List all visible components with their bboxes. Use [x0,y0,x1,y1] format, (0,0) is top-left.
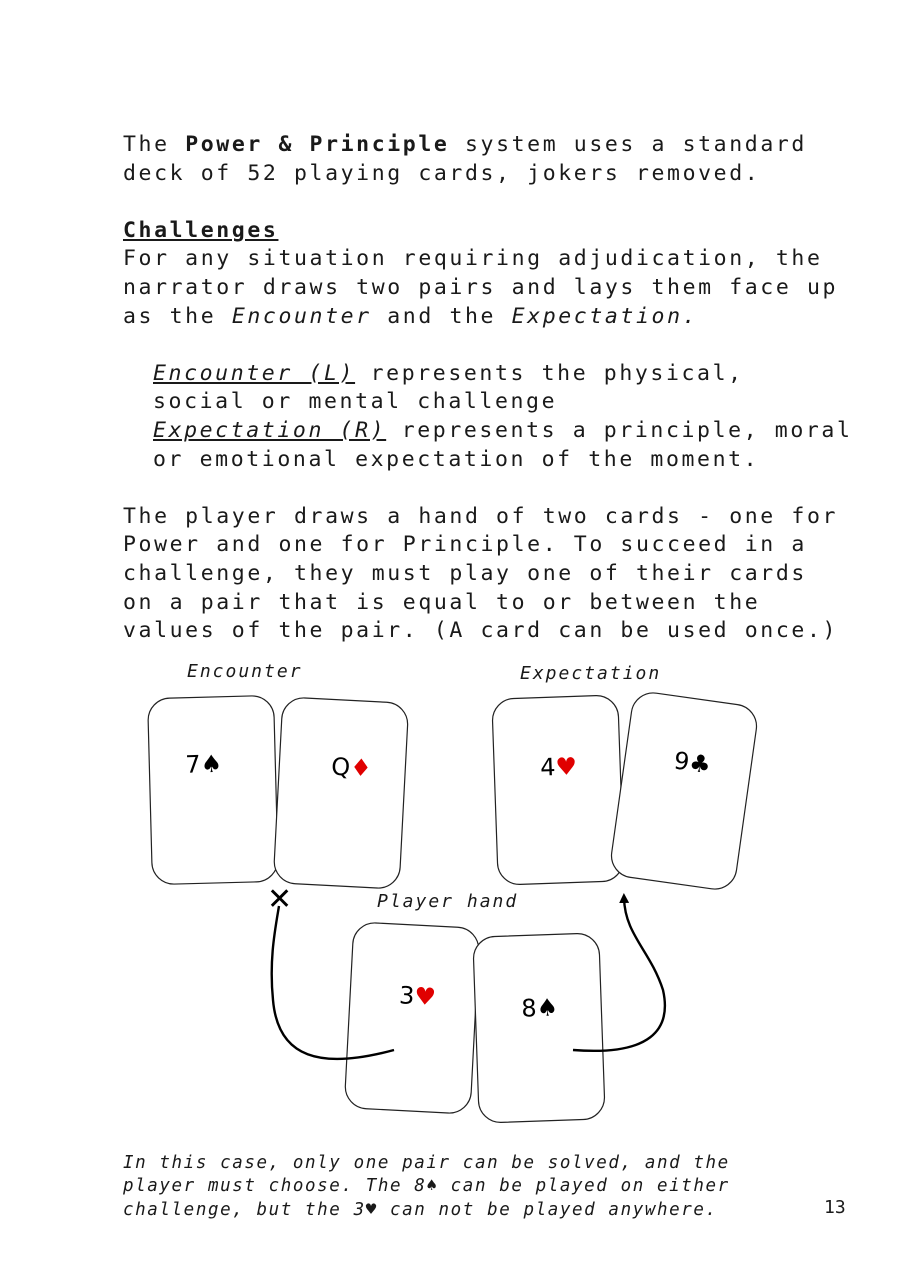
card-8-spades-rank: 8♠ [520,993,559,1023]
caption-line-1: In this case, only one pair can be solved, and the [123,1153,730,1173]
definition-expectation: Expectation (R) represents a principle, moral [153,418,853,443]
challenges-line-2: narrator draws two pairs and lays them face up [123,275,839,300]
rules-line-3: challenge, they must play one of their cards [123,561,807,586]
definition-encounter-line-2: social or mental challenge [153,389,558,415]
caption [123,1152,730,1222]
card-4-hearts [492,695,624,885]
rules-line-4: on a pair that is equal to or between the [123,589,761,615]
blocked-x-icon: ✕ [267,882,293,917]
definition-expectation-line-2: or emotional expectation of the moment. [153,446,760,472]
intro-line-2: deck of 52 playing cards, jokers removed. [123,160,761,186]
encounter-label: Encounter [187,661,303,682]
heart-icon: ♥ [413,982,437,1012]
rules-line-1: The player draws a hand of two cards - one for [123,503,839,529]
club-icon: ♣ [687,748,713,780]
card-8-spades [473,933,605,1123]
rules-line-2: Power and one for Principle. To succeed in a [123,532,807,558]
card-7-spades [148,695,279,884]
challenges-heading: Challenges [123,217,279,243]
encounter-term: Encounter (L) [153,360,356,386]
expectation-term-inline: Expectation. [511,303,699,329]
system-name: Power & Principle [185,132,450,157]
card-7-spades-rank: 7♠ [184,749,223,779]
caption-line-2: player must choose. The 8♠ can be played on either [123,1176,730,1197]
rules-line-5: values of the pair. (A card can be used once.) [123,618,839,644]
definition-encounter: Encounter (L) represents the physical, [153,360,744,386]
encounter-term-inline: Encounter [231,303,372,329]
expectation-term: Expectation (R) [153,418,387,443]
intro-line-1: The Power & Principle system uses a standard [123,132,807,157]
card-9-clubs-rank: 9♣ [672,746,713,780]
challenges-line-3: as the Encounter and the Expectation. [123,303,699,329]
diamond-icon: ♦ [349,753,373,783]
card-queen-diamonds [273,697,409,889]
spade-icon: ♠ [200,749,223,779]
spade-icon: ♠ [536,993,559,1023]
challenges-line-1: For any situation requiring adjudication, the [123,246,823,272]
player-hand-label: Player hand [377,891,519,912]
card-3-hearts [344,922,480,1114]
caption-line-3: challenge, but the 3♥ can not be played anywhere. [123,1199,718,1220]
heart-icon: ♥ [554,752,578,782]
card-9-clubs [609,690,760,892]
page-number: 13 [824,1197,846,1218]
card-4-hearts-rank: 4♥ [539,752,578,782]
card-3-hearts-rank: 3♥ [398,981,437,1012]
expectation-label: Expectation [520,663,662,684]
card-queen-diamonds-rank: Q♦ [330,752,373,783]
